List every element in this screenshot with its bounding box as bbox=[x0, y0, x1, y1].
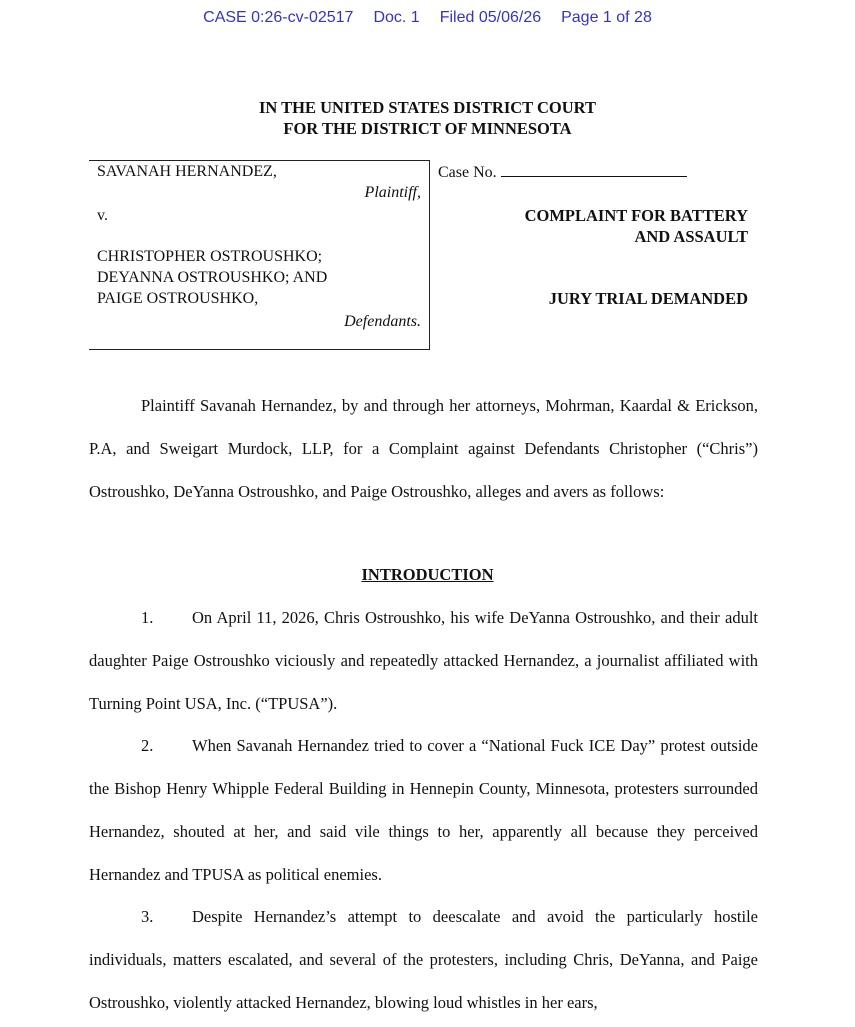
defendant-line-3: PAIGE OSTROUSHKO, bbox=[97, 290, 259, 307]
complaint-title bbox=[525, 205, 748, 247]
complaint-title-line-1: COMPLAINT FOR BATTERY bbox=[524, 206, 748, 225]
filed-date: Filed 05/06/26 bbox=[439, 9, 542, 26]
court-title-line-1: IN THE UNITED STATES DISTRICT COURT bbox=[258, 98, 596, 117]
case-number-blank-line bbox=[501, 162, 687, 177]
court-filing-header bbox=[0, 9, 855, 27]
case-number: CASE 0:26-cv-02517 bbox=[203, 9, 354, 26]
defendant-line-1: CHRISTOPHER OSTROUSHKO; bbox=[97, 248, 323, 265]
document-number: Doc. 1 bbox=[373, 9, 420, 26]
plaintiff-role: Plaintiff, bbox=[364, 184, 421, 201]
defendant-line-2: DEYANNA OSTROUSHKO; AND bbox=[97, 269, 328, 286]
defendant-role: Defendants. bbox=[344, 313, 421, 330]
paragraph-text: Despite Hernandez’s attempt to deescalate and avoid the particularly hostile individuals, matters escalated, and several of the protesters, including Chris, DeYanna, and Paige Ostroushko, violently attacked Hernandez, blowing loud whistles in her ears, bbox=[89, 907, 758, 1012]
case-number-field bbox=[438, 162, 687, 182]
numbered-paragraph bbox=[89, 895, 758, 1024]
court-title bbox=[0, 97, 855, 139]
paragraph-text: On April 11, 2026, Chris Ostroushko, his wife DeYanna Ostroushko, and their adult daughter Paige Ostroushko viciously and repeatedly attacked Hernandez, a journalist affiliated with Turning Point USA, Inc. (“TPUSA”). bbox=[89, 608, 758, 713]
numbered-paragraph bbox=[89, 724, 758, 896]
section-heading: INTRODUCTION bbox=[361, 565, 494, 584]
case-caption-box bbox=[89, 160, 430, 350]
intro-paragraph: Plaintiff Savanah Hernandez, by and through her attorneys, Mohrman, Kaardal & Erickson, P.A, and Sweigart Murdock, LLP, for a Complaint against Defendants Christopher (“Chris”) Ostroushko, DeYanna Ostroushko, and Paige Ostroushko, alleges and avers as follows: bbox=[89, 396, 758, 501]
versus-label: v. bbox=[97, 207, 108, 224]
page-indicator: Page 1 of 28 bbox=[561, 9, 652, 26]
paragraph-text: When Savanah Hernandez tried to cover a “National Fuck ICE Day” protest outside the Bishop Henry Whipple Federal Building in Hennepin County, Minnesota, protesters surrounded Hernandez, shouted at her, and said vile things to her, apparently all because they perceived Hernandez and TPUSA as political enemies. bbox=[89, 736, 758, 884]
plaintiff-name: SAVANAH HERNANDEZ, bbox=[97, 163, 277, 180]
complaint-title-line-2: AND ASSAULT bbox=[634, 227, 748, 246]
jury-demand: JURY TRIAL DEMANDED bbox=[548, 289, 748, 308]
numbered-paragraph bbox=[89, 596, 758, 725]
case-number-label: Case No. bbox=[438, 164, 497, 181]
paragraph-number: 3. bbox=[141, 907, 154, 926]
paragraph-number: 1. bbox=[141, 608, 154, 627]
court-title-line-2: FOR THE DISTRICT OF MINNESOTA bbox=[283, 119, 572, 138]
paragraph-number: 2. bbox=[141, 736, 154, 755]
